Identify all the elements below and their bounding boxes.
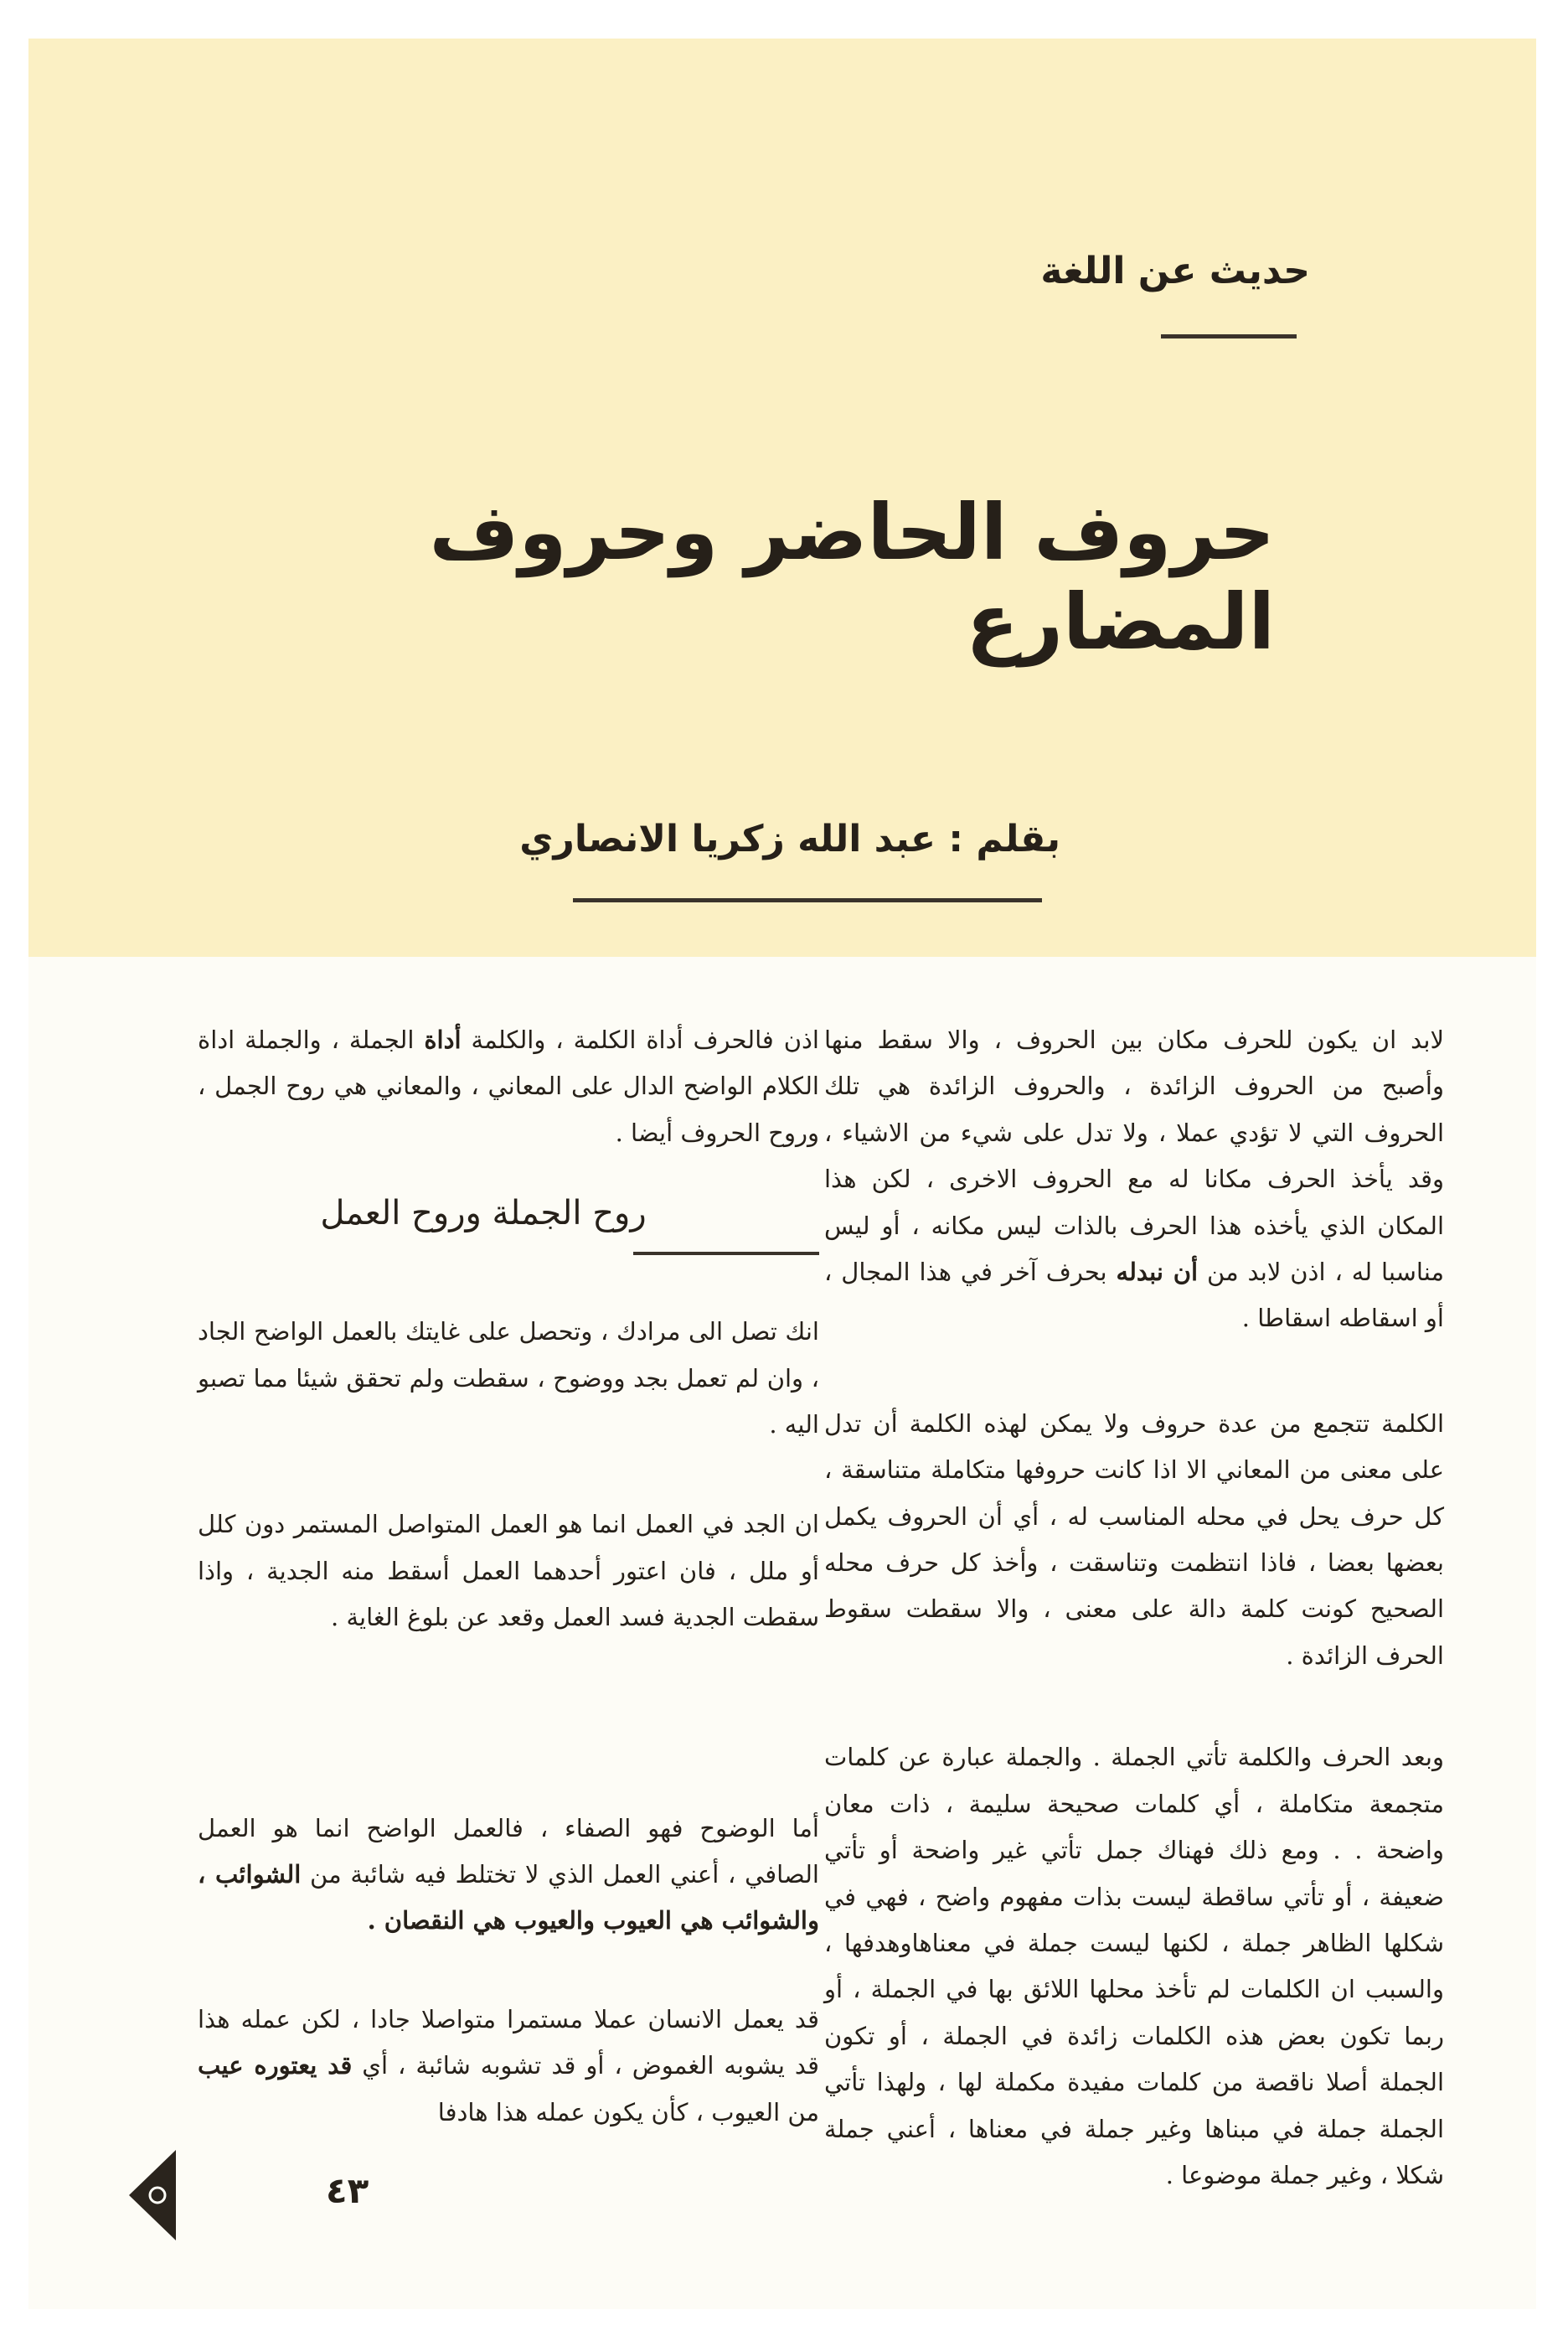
paragraph-gap xyxy=(198,1448,819,1501)
right-column xyxy=(824,1017,1444,2199)
paragraph-gap xyxy=(824,1342,1444,1401)
header-panel xyxy=(28,39,1536,957)
paragraph-text: لابد ان يكون للحرف مكان بين الحروف ، والا سقط منها وأصبح من الحروف الزائدة ، والحروف الزائدة هي تلك الحروف التي لا تؤدي عملا ، ولا تدل على شيء من الاشياء ، وقد يأخذ الحرف مكانا له مع الحروف الاخرى ، لكن هذا المكان الذي يأخذه هذا الحرف بالذات ليس مكانه ، أو ليس مناسبا له ، اذن لابد من xyxy=(824,1026,1444,1287)
bold-phrase: قد يعتوره عيب xyxy=(198,2051,353,2080)
article-title: حروف الحاضر وحروف المضارع xyxy=(429,488,1275,667)
paragraph: انك تصل الى مرادك ، وتحصل على غايتك بالعمل الواضح الجاد ، وان لم تعمل بجد ووضوح ، سقطت ولم تحقق شيئا مما تصبو اليه . xyxy=(198,1317,819,1439)
subheading-underline xyxy=(633,1252,819,1255)
paragraph xyxy=(198,1017,819,1156)
section-label: حديث عن اللغة xyxy=(1040,250,1310,292)
paragraph xyxy=(198,1806,819,1945)
author-byline: بقلم : عبد الله زكريا الانصاري xyxy=(519,818,1060,860)
bold-phrase: الشوائب ، والشوائب هي العيوب والعيوب هي النقصان . xyxy=(198,1860,819,1935)
magazine-page xyxy=(28,39,1536,2309)
paragraph xyxy=(198,1997,819,2136)
paragraph-gap xyxy=(198,1945,819,1997)
byline-underline xyxy=(573,898,1042,902)
paragraph-text: اذن فالحرف أداة الكلمة ، والكلمة xyxy=(461,1026,819,1054)
paragraph-text: من العيوب ، كأن يكون عمله هذا هادفا xyxy=(437,2097,819,2126)
paragraph-text: قد يعمل الانسان عملا مستمرا متواصلا جادا ، لكن عمله هذا قد يشوبه الغموض ، أو قد تشوبه شائبة ، أي xyxy=(198,2004,819,2080)
paragraph-text: بحرف آخر في هذا المجال ، أو اسقاطه اسقاطا . xyxy=(824,1258,1444,1333)
section-label-underline xyxy=(1161,334,1297,338)
paragraph-gap xyxy=(198,1641,819,1806)
corner-arrow-icon xyxy=(129,2150,176,2240)
paragraph: الكلمة تتجمع من عدة حروف ولا يمكن لهذه الكلمة أن تدل على معنى من المعاني الا اذا كانت حروفها متكاملة متناسقة ، كل حرف يحل في محله المناسب له ، أي أن الحروف يكمل بعضها بعضا ، فاذا انتظمت وتناسقت ، وأخذ كل حرف محله الصحيح كونت كلمة دالة على معنى ، والا سقطت سقوط الحرف الزائدة . xyxy=(824,1408,1444,1670)
subheading: روح الجملة وروح العمل xyxy=(320,1194,647,1233)
paragraph-text: أما الوضوح فهو الصفاء ، فالعمل الواضح انما هو العمل الصافي ، أعني العمل الذي لا تختلط فيه شائبة من xyxy=(198,1813,819,1889)
page-number: ٤٣ xyxy=(326,2170,369,2211)
paragraph-gap xyxy=(824,1679,1444,1734)
left-column xyxy=(198,1017,819,2136)
paragraph xyxy=(824,1017,1444,1342)
paragraph: وبعد الحرف والكلمة تأتي الجملة . والجملة عبارة عن كلمات متجمعة متكاملة ، أي كلمات صحيحة سليمة ، ذات معان واضحة . . ومع ذلك فهناك جمل تأتي غير واضحة أو تأتي ضعيفة ، أو تأتي ساقطة ليست بذات مفهوم واضح ، فهي في شكلها الظاهر جملة ، لكنها ليست جملة في معناهاوهدفها ، والسبب ان الكلمات لم تأخذ محلها اللائق بها في الجملة ، أو ربما تكون بعض هذه الكلمات زائدة في الجملة ، أو تكون الجملة أصلا ناقصة من كلمات مفيدة مكملة لها ، ولهذا تأتي الجملة جملة في مبناها وغير جملة في معناها ، أعني جملة شكلا ، وغير جملة موضوعا . xyxy=(824,1743,1444,2189)
paragraph: ان الجد في العمل انما هو العمل المتواصل المستمر دون كلل أو ملل ، فان اعتور أحدهما العمل أسقط منه الجدية ، واذا سقطت الجدية فسد العمل وقعد عن بلوغ الغاية . xyxy=(198,1510,819,1632)
bold-phrase: أن نبدله xyxy=(1116,1258,1199,1287)
paragraph-text: الجملة ، والجملة اداة الكلام الواضح الدال على المعاني ، والمعاني هي روح الجمل ، وروح الحروف أيضا . xyxy=(198,1026,819,1147)
bold-phrase: أداة xyxy=(424,1026,462,1054)
